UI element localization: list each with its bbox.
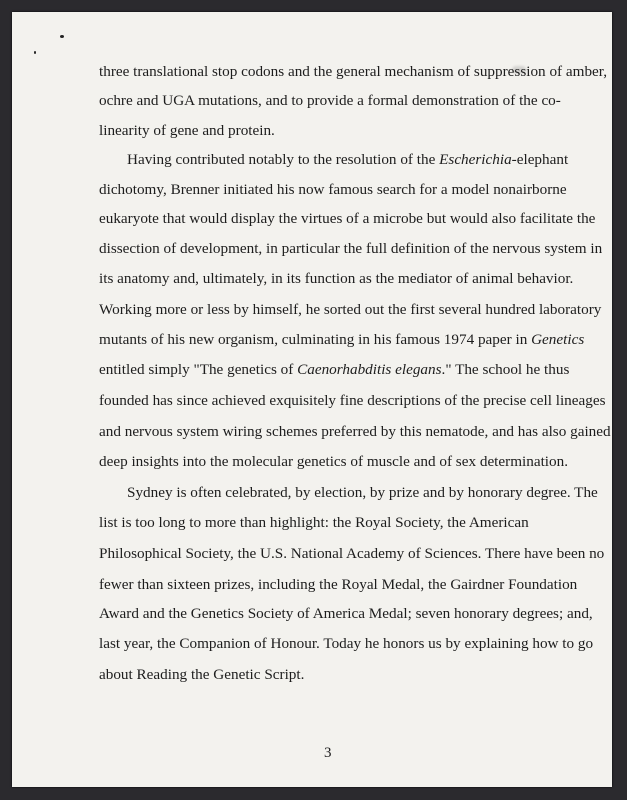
text-line — [99, 122, 275, 140]
text-line — [99, 270, 573, 288]
text-line — [99, 666, 304, 684]
text-line — [99, 576, 577, 594]
text-run: ochre and UGA mutations, and to provide a formal demonstration of the co- — [99, 92, 561, 109]
text-run: and nervous system wiring schemes preferred by this nematode, and has also gained — [99, 423, 611, 440]
italic-text: Escherichia — [439, 151, 512, 168]
text-line — [99, 92, 561, 110]
scan-speck — [60, 35, 64, 38]
text-line — [99, 210, 595, 228]
text-run: Philosophical Society, the U.S. National Academy of Sciences. There have been no — [99, 545, 605, 562]
text-line — [127, 151, 568, 169]
text-line — [99, 392, 606, 410]
text-run: dichotomy, Brenner initiated his now famous search for a model nonairborne — [99, 181, 567, 198]
text-run: dissection of development, in particular the full definition of the nervous system in — [99, 240, 603, 257]
text-run: Having contributed notably to the resolution of the — [127, 151, 440, 168]
text-run: list is too long to more than highlight: the Royal Society, the American — [99, 514, 529, 531]
text-run: its anatomy and, ultimately, in its function as the mediator of animal behavior. — [99, 270, 574, 287]
text-line — [99, 240, 602, 258]
text-line — [99, 453, 568, 471]
text-run: entitled simply "The genetics of — [99, 361, 298, 378]
text-line — [99, 423, 611, 441]
italic-text: Caenorhabditis elegans — [297, 361, 442, 378]
text-line — [99, 331, 584, 349]
text-line — [99, 545, 604, 563]
text-run: about Reading the Genetic Script. — [99, 666, 305, 683]
text-line — [99, 514, 529, 532]
text-line — [99, 181, 567, 199]
text-run: Working more or less by himself, he sorted out the first several hundred laboratory — [99, 301, 602, 318]
page-number: 3 — [324, 745, 332, 761]
text-run: eukaryote that would display the virtues of a microbe but would also facilitate the — [99, 210, 596, 227]
text-line — [99, 605, 593, 623]
text-run: deep insights into the molecular genetics of muscle and of sex determination. — [99, 453, 568, 470]
document-page — [12, 12, 612, 787]
text-run: ." The school he thus — [441, 361, 570, 378]
text-line — [99, 635, 593, 653]
text-run: founded has since achieved exquisitely fine descriptions of the precise cell lineages — [99, 392, 606, 409]
text-line — [99, 63, 607, 81]
text-run: fewer than sixteen prizes, including the Royal Medal, the Gairdner Foundation — [99, 576, 578, 593]
text-run: Award and the Genetics Society of America Medal; seven honorary degrees; and, — [99, 605, 593, 622]
text-line — [127, 484, 598, 502]
text-run: -elephant — [511, 151, 569, 168]
text-line — [99, 361, 569, 379]
text-run: mutants of his new organism, culminating in his famous 1974 paper in — [99, 331, 532, 348]
text-run: Sydney is often celebrated, by election, by prize and by honorary degree. The — [127, 484, 598, 501]
text-line — [99, 301, 601, 319]
text-run: three translational stop codons and the general mechanism of suppression of amber, — [99, 63, 608, 80]
scan-speck — [34, 51, 36, 54]
text-run: linearity of gene and protein. — [99, 122, 275, 139]
italic-text: Genetics — [531, 331, 585, 348]
text-run: last year, the Companion of Honour. Today he honors us by explaining how to go — [99, 635, 594, 652]
